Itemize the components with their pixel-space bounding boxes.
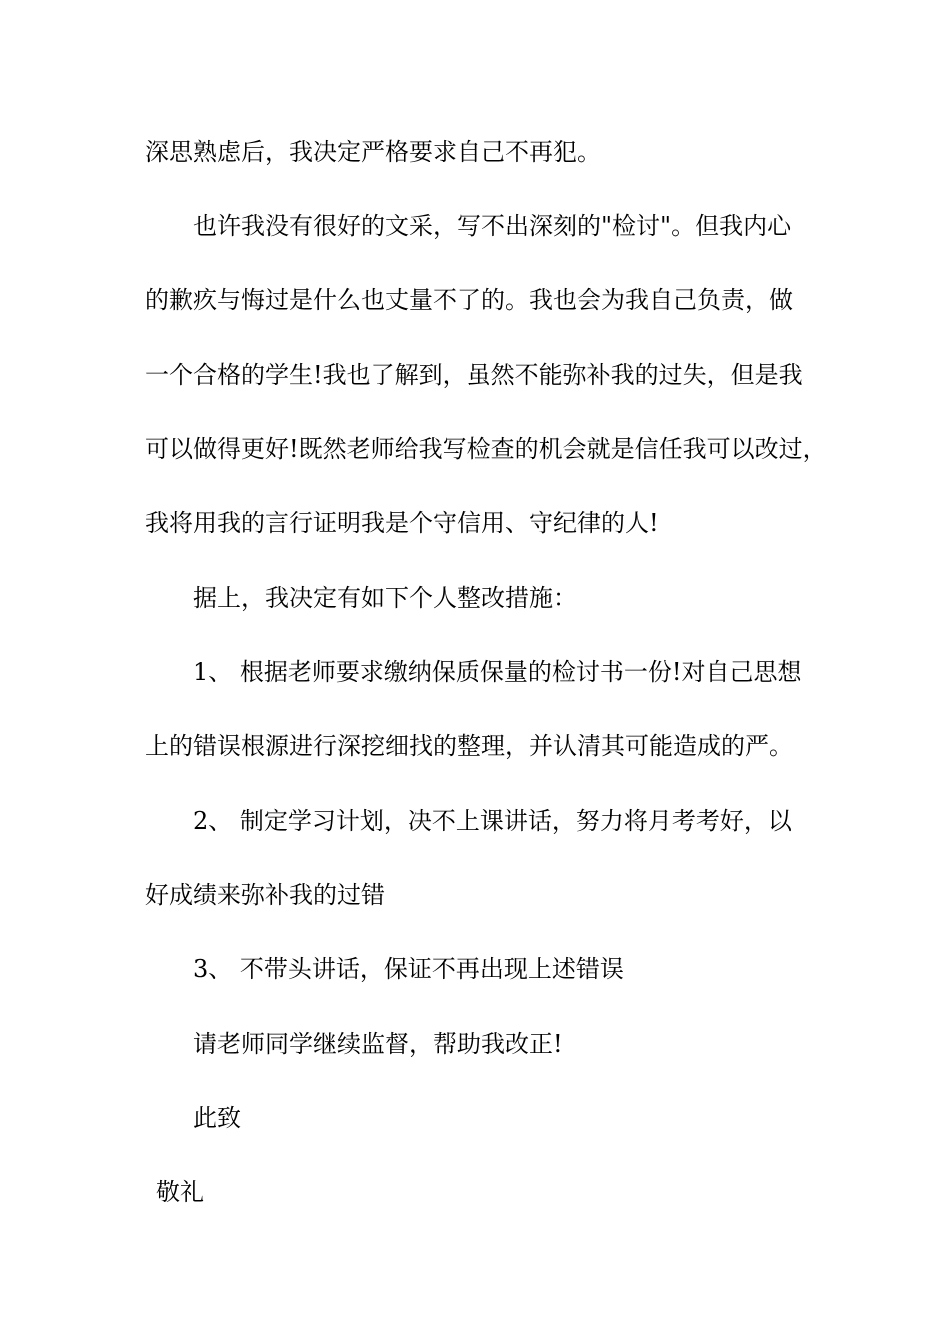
text-line: 深思熟虑后，我决定严格要求自己不再犯。 [145,138,601,166]
text-line: 据上，我决定有如下个人整改措施： [193,584,577,612]
text-line: 1、 根据老师要求缴纳保质保量的检讨书一份!对自己思想 [193,658,802,686]
text-line: 也许我没有很好的文采，写不出深刻的"检讨"。但我内心 [193,212,792,240]
text-line: 可以做得更好!既然老师给我写检查的机会就是信任我可以改过， [145,435,827,463]
text-line: 好成绩来弥补我的过错 [145,881,385,909]
text-line: 的歉疚与悔过是什么也丈量不了的。我也会为我自己负责，做 [145,286,793,314]
text-line: 敬礼 [156,1178,204,1206]
text-line: 一个合格的学生!我也了解到，虽然不能弥补我的过失，但是我 [145,361,803,389]
text-line: 2、 制定学习计划，决不上课讲话，努力将月考考好，以 [193,807,792,835]
text-line: 3、 不带头讲话，保证不再出现上述错误 [193,955,624,983]
text-line: 此致 [193,1104,241,1132]
text-line: 上的错误根源进行深挖细找的整理，并认清其可能造成的严。 [145,732,793,760]
text-line: 请老师同学继续监督，帮助我改正! [193,1030,563,1058]
text-line: 我将用我的言行证明我是个守信用、守纪律的人! [145,509,659,537]
